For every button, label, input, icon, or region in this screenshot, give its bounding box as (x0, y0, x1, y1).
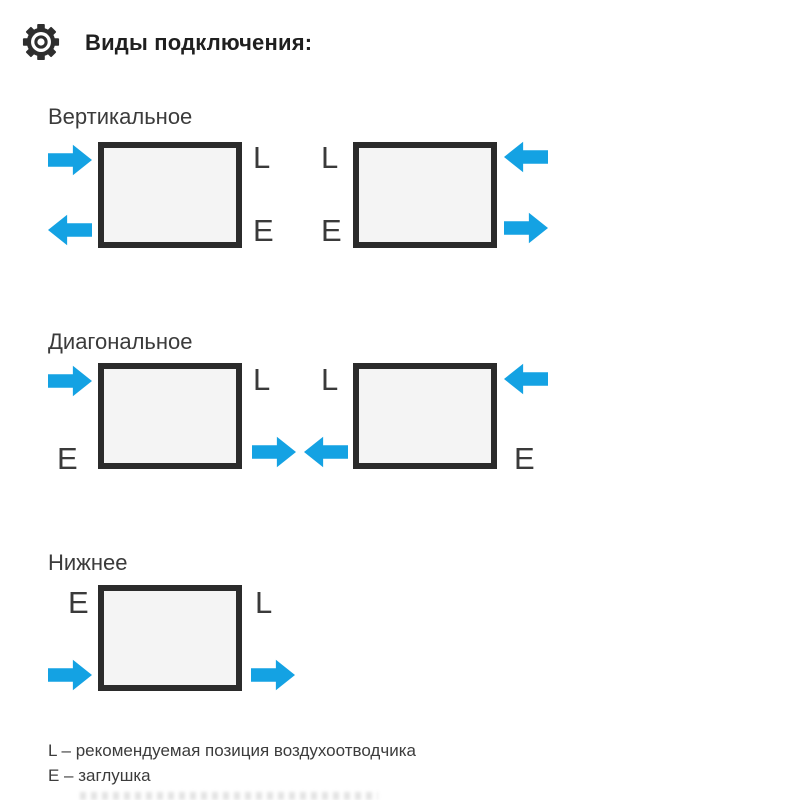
section-title-diagonal: Диагональное (48, 329, 193, 354)
arrow-right-icon (48, 365, 92, 397)
connection-point-label: E (514, 441, 535, 476)
arrow-left-icon (304, 436, 348, 468)
arrow-right-icon (48, 144, 92, 176)
arrow-left-icon (48, 214, 92, 246)
connection-point-label: E (253, 213, 274, 248)
legend-line-plug: E – заглушка (48, 766, 151, 785)
arrow-right-icon (252, 436, 296, 468)
connection-point-label: L (253, 362, 271, 397)
connection-point-label: L (321, 362, 339, 397)
cropped-text-artifact (80, 792, 378, 800)
connection-point-label: L (321, 140, 339, 175)
connection-point-label: E (321, 213, 342, 248)
radiator-box (98, 363, 242, 469)
radiator-box (353, 363, 497, 469)
arrow-right-icon (504, 212, 548, 244)
arrow-left-icon (504, 141, 548, 173)
section-title-vertical: Вертикальное (48, 104, 193, 129)
radiator-box (353, 142, 497, 248)
page-title: Виды подключения: (85, 30, 313, 55)
arrow-left-icon (504, 363, 548, 395)
connection-point-label: L (253, 140, 271, 175)
legend-line-air-vent: L – рекомендуемая позиция воздухоотводчика (48, 741, 416, 760)
arrow-right-icon (48, 659, 92, 691)
radiator-box (98, 585, 242, 691)
connection-point-label: E (57, 441, 78, 476)
gear-icon (22, 23, 60, 61)
radiator-box (98, 142, 242, 248)
connection-point-label: E (68, 585, 89, 620)
connection-point-label: L (255, 585, 273, 620)
section-title-bottom: Нижнее (48, 550, 128, 575)
arrow-right-icon (251, 659, 295, 691)
